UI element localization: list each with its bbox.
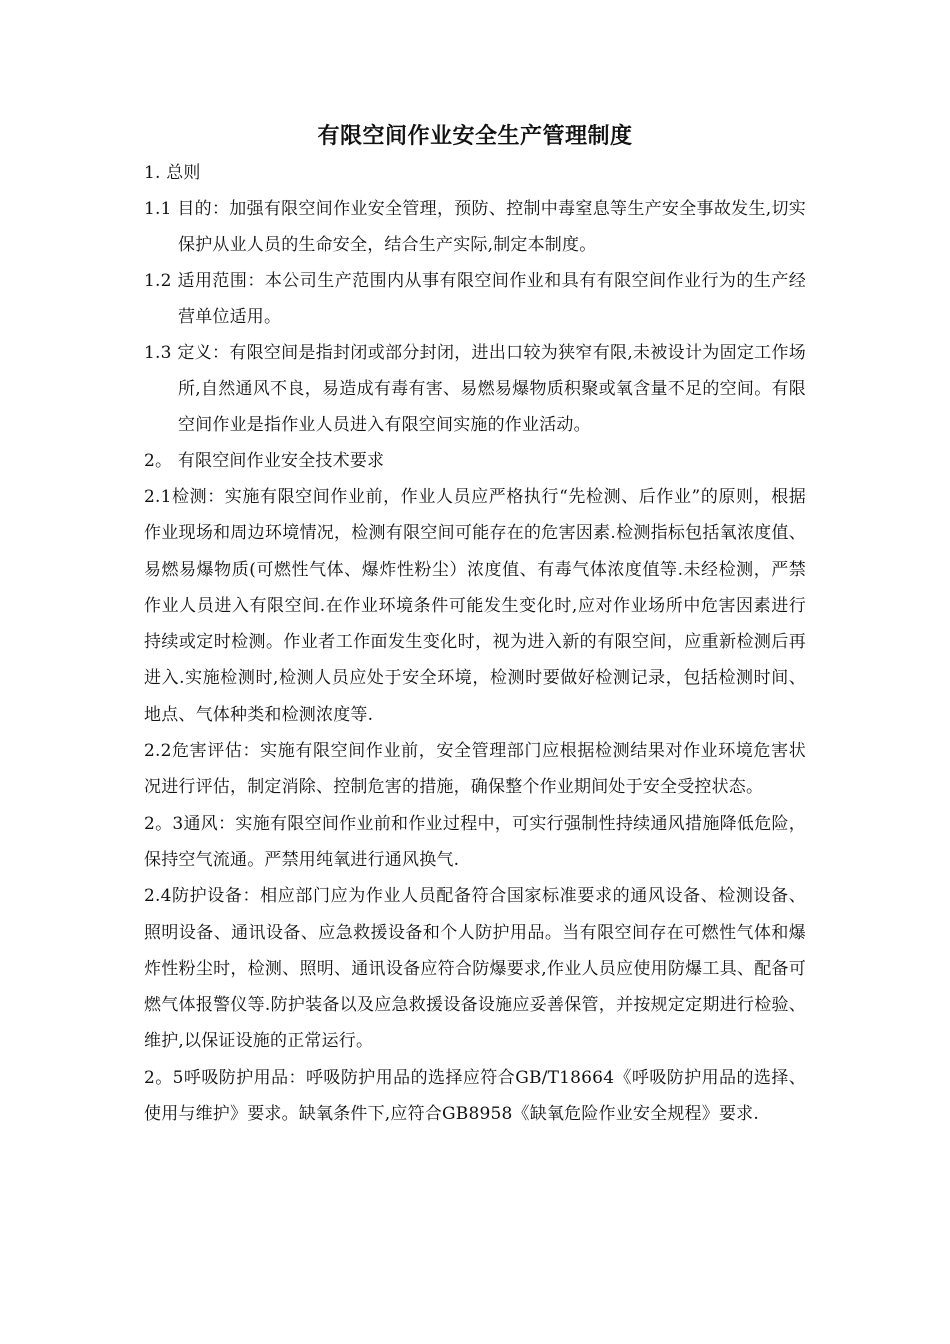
clause-2-5-respiratory-protection: 2。5呼吸防护用品：呼吸防护用品的选择应符合GB/T18664《呼吸防护用品的选择、使用与维护》要求。缺氧条件下,应符合GB8958《缺氧危险作业安全规程》要求. — [144, 1067, 806, 1125]
clause-2-1-detection: 2.1检测：实施有限空间作业前，作业人员应严格执行“先检测、后作业”的原则，根据作业现场和周边环境情况，检测有限空间可能存在的危害因素.检测指标包括氧浓度值、易燃易爆物质(可燃性气体、爆炸性粉尘）浓度值、有毒气体浓度值等.未经检测，严禁作业人员进入有限空间.在作业环境条件可能发生变化时,应对作业场所中危害因素进行持续或定时检测。作业者工作面发生变化时，视为进入新的有限空间，应重新检测后再进入.实施检测时,检测人员应处于安全环境，检测时要做好检测记录，包括检测时间、地点、气体种类和检测浓度等. — [144, 487, 806, 725]
clause-2-2-hazard-assessment: 2.2危害评估：实施有限空间作业前，安全管理部门应根据检测结果对作业环境危害状况进行评估，制定消除、控制危害的措施，确保整个作业期间处于安全受控状态。 — [144, 741, 806, 798]
clause-2-3-ventilation: 2。3通风：实施有限空间作业前和作业过程中，可实行强制性持续通风措施降低危险，保持空气流通。严禁用纯氧进行通风换气. — [144, 813, 806, 870]
clause-1-1-purpose: 1.1 目的：加强有限空间作业安全管理，预防、控制中毒窒息等生产安全事故发生,切实保护从业人员的生命安全，结合生产实际,制定本制度。 — [144, 199, 806, 255]
document-title: 有限空间作业安全生产管理制度 — [317, 124, 633, 149]
clause-1-2-scope: 1.2 适用范围：本公司生产范围内从事有限空间作业和具有有限空间作业行为的生产经营单位适用。 — [144, 271, 806, 327]
section-heading-general: 1. 总则 — [144, 163, 201, 183]
clause-1-3-definition: 1.3 定义：有限空间是指封闭或部分封闭，进出口较为狭窄有限,未被设计为固定工作场所,自然通风不良，易造成有毒有害、易燃易爆物质积聚或氧含量不足的空间。有限空间作业是指作业人员进入有限空间实施的作业活动。 — [144, 343, 806, 435]
clause-2-4-protective-equipment: 2.4防护设备：相应部门应为作业人员配备符合国家标准要求的通风设备、检测设备、照明设备、通讯设备、应急救援设备和个人防护用品。当有限空间存在可燃性气体和爆炸性粉尘时，检测、照明、通讯设备应符合防爆要求,作业人员应使用防爆工具、配备可燃气体报警仪等.防护装备以及应急救援设备设施应妥善保管，并按规定定期进行检验、维护,以保证设施的正常运行。 — [144, 886, 806, 1052]
section-heading-technical-requirements: 2。 有限空间作业安全技术要求 — [144, 451, 385, 471]
document-body — [144, 155, 806, 1132]
